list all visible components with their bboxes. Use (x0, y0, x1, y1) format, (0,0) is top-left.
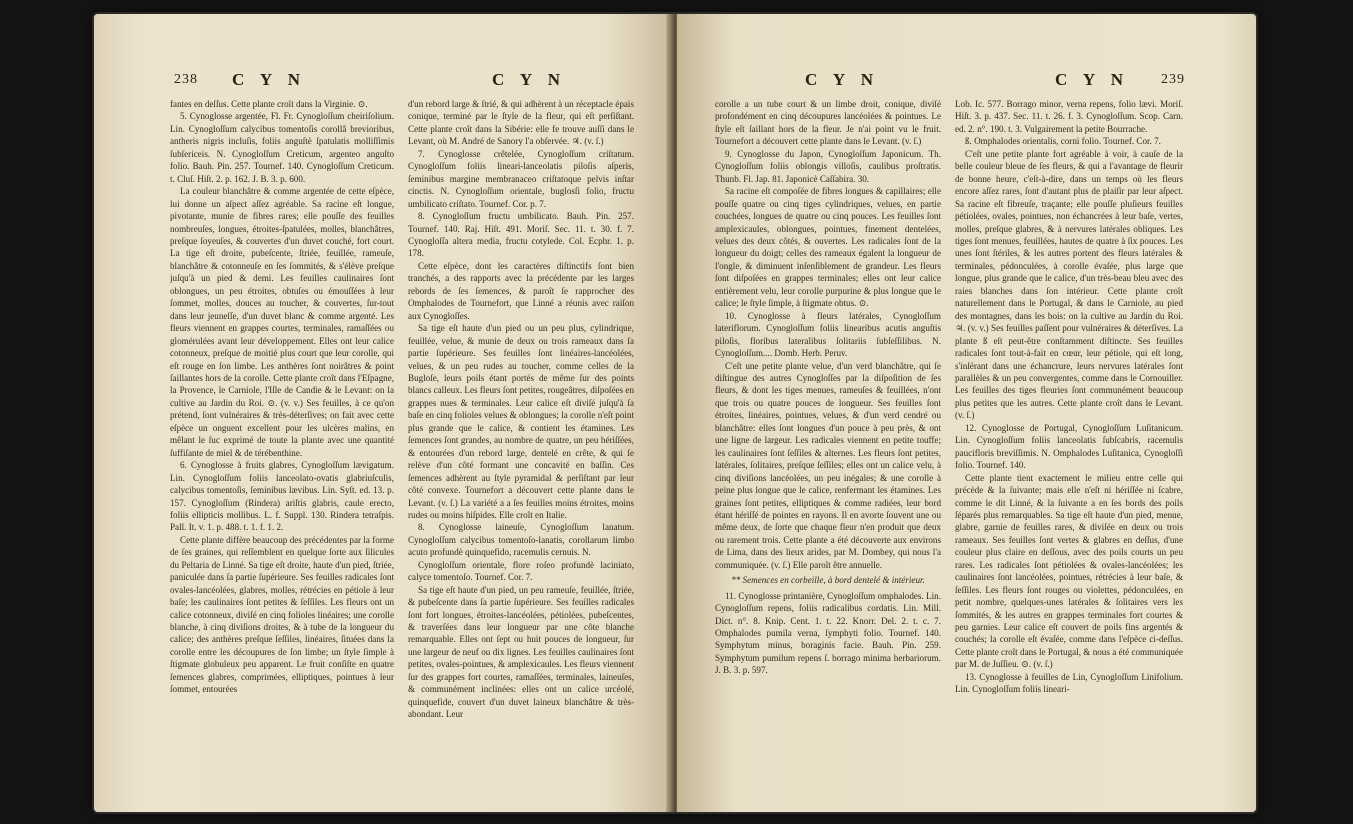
running-head-right-col1: C Y N (805, 70, 880, 89)
paragraph: 8. Cynogloſſum fructu umbilicato. Bauh. Pin. 257. Tournef. 140. Raj. Hiſt. 491. Moriſ. Sec. 11. t. 30. f. 7. Cynogloſſa altera media, fructu cotylede. Col. Ecphr. 1. p. 178. (408, 211, 634, 259)
page-number-right: 239 (1161, 72, 1185, 87)
left-page-column-1 (170, 98, 394, 794)
paragraph: d'un rebord large & ſtrié, & qui adhèrent à un réceptacle épais conique, terminé par le ſtyle de la fleur, qui eſt perſiſtant. Cette plante croît dans la Sibérie: elle fe trouve auſſi dans le Levant, où M. André de Sanory l'a obſervée. ♃. (v. ſ.) (408, 99, 634, 147)
left-page (94, 14, 673, 812)
left-running-head (94, 70, 673, 94)
paragraph: Cette plante diffère beaucoup des précédentes par la forme de ſes graines, qui reſſemblent en quelque ſorte aux ſilicules du Peltaria de Linné. Sa tige eſt droite, haute d'un pied, ſtriée, paniculée dans ſa partie ſupérieure. Ses feuilles radicales ſont ovales-lancéolées, glabres, molles, rétrécies en pétiole à leur baſe; les caulinaires ſont petites & ſeſſiles. Les fleurs ont un calice cotonneux, diviſé en cinq folioles linéaires; une corolle blanche, à cinq diviſions droites, & à tube de la longueur du calice; des anthères preſque ſeſſiles, linéaires, ſituées dans la corolle entre les découpures de ſon limbe; un ſtyle ſimple à ſtigmate globuleux peu apparent. Le fruit conſiſte en quatre ſemences glabres, comprimées, elliptiques, pointues à leur ſommet, entourées (170, 534, 394, 695)
left-page-column-2 (408, 98, 634, 794)
paragraph: 6. Cynoglosse à fruits glabres, Cynogloſſum lævigatum. Lin. Cynogloſſum foliis lanceolato-ovatis glabriuſculis, calycibus tomentoſis, ſeminibus lævibus. Lin. Syſt. ed. 13. p. 157. Cynogloſſum (Rindera) ariſtis glabris, caule erecto, foliis ellipticis mollibus. L. f. Suppl. 130. Rindera tetraſpis. Pall. It. v. 1. p. 488. t. 1. f. 1. 2. (170, 460, 394, 533)
paragraph: 9. Cynoglosse du Japon, Cynogloſſum Japonicum. Th. Cynogloſſum foliis oblongis villoſis, caulibus proſtratis. Thunb. Fl. Jap. 81. Japonicè Caſſabira. 30. (715, 148, 941, 184)
paragraph: 7. Cynoglosse crêtelée, Cynogloſſum criſtatum. Cynogloſſum foliis lineari-lanceolatis piloſis aſperis, ſeminibus margine membranaceo criſtatoque pelvis inſtar cinctis. N. Cynogloſſum orientale, buglosſi folio, fructu umbilicato criſtato. Tournef. Cor. p. 7. (408, 148, 634, 209)
paragraph: 12. Cynoglosse de Portugal, Cynogloſſum Luſitanicum. Lin. Cynogloſſum foliis lanceolatis ſubſcabris, racemulis paucifloris breviſſimis. N. Omphalodes Luſitanica, Cynogloſſi folio. Tournef. 140. (955, 422, 1183, 471)
paragraph: ** Semences en corbeille, à bord dentelé & intérieur. (731, 575, 925, 586)
right-page (677, 14, 1256, 812)
running-head-left-col1: C Y N (232, 70, 307, 89)
right-running-head (677, 70, 1256, 94)
paragraph: Lob. Ic. 577. Borrago minor, verna repens, folio lævi. Moriſ. Hiſt. 3. p. 437. Sec. 11. t. 26. f. 3. Cynogloſſum. Scop. Carn. ed. 2. n°. 190. t. 3. Vulgairement la petite Bourrache. (955, 99, 1183, 134)
running-head-right-col2: C Y N (1055, 70, 1130, 89)
paragraph: C'eſt une petite plante velue, d'un verd blanchâtre, qui ſe diſtingue des autres Cynogloſſes par la diſpoſition de ſes fleurs, & dont les tiges menues, rameuſes & feuillées, n'ont que trois ou quatre pouces de longueur. Ses feuilles ſont étroites, linéaires, pointues, velues, & d'un verd cendré ou blanchâtre: elles ſont longues d'un pouce à peu près, & ont une ligne de largeur. Les radicales viennent en petite touffe; les caulinaires ſont ſeſſiles & alternes. Les fleurs ſont petites, latérales, ſolitaires, preſque ſeſſiles; elles ont un calice velu, à cinq diviſions lancéolées, un peu inégales; & une corolle à peine plus longue que le calice, renfermant les étamines. Les graines ſont petites, elliptiques & comme radiées, leur bord étant hériſſé de pointes en rayons. Il en avorte ſouvent une ou même deux, de ſorte que chaque fleur n'en produit que deux ou rarement trois. Cette plante a été découverte aux environs de Lima, dans des lieux arides, par M. Dombey, qui nous l'a communiquée. (v. ſ.) Elle paroît être annuelle. (715, 360, 941, 570)
right-page-column-2 (955, 98, 1183, 794)
paragraph: Sa tige eſt haute d'un pied, un peu rameuſe, feuillée, ſtriée, & pubeſcente dans ſa partie ſupérieure. Ses feuilles radicales ſont fort longues, étroites-lancéolées, pétiolées, pubeſcentes, & traverſées dans leur longueur par une côte blanche remarquable. Elles ont ſept ou huit pouces de longueur, ſur une largeur de neuf ou dix lignes. Les feuilles caulinaires ſont petites, ovales-pointues, & amplexicaules. Les fleurs viennent ſur des grappes fort courtes, ramaſſées, terminales, laineuſes, & communément inclinées: elles ont un calice urcéolé, quinquefide, couvert d'un duvet laineux blanchâtre & très-abondant. Leur (408, 584, 634, 720)
right-page-column-1 (715, 98, 941, 794)
paragraph: ß. Omphalodes orientalis, corni folio. Tournef. Cor. 7. (965, 136, 1161, 147)
paragraph: Cette eſpèce, dont les caractères diſtinctifs ſont bien tranchés, a des rapports avec la précédente par les larges rebords de ſes ſemences, & paroît ſe rapprocher des Omphalodes de Tournefort, que Linné a réunis avec raiſon aux Cynogloſſes. (408, 260, 634, 321)
paragraph: Sa tige eſt haute d'un pied ou un peu plus, cylindrique, feuillée, velue, & munie de deux ou trois rameaux dans ſa partie ſupérieure. Ses feuilles ſont linéaires-lancéolées, velues, & un peu rudes au toucher, comme celles de la Bugloſe, leurs poils étant portés de même ſur des points blancs calleux. Les fleurs ſont petites, rougeâtres, diſpoſées en grappes nues & terminales. Leur calice eſt diviſé juſqu'à ſa baſe en cinq folioles velues & oblongues; la corolle n'eſt point plus grande que le calice, & contient les étamines. Les ſemences ſont grandes, au nombre de quatre, un peu hériſſées, & entourées d'un rebord large, dentelé en crête, & qui ſe relève d'un côté formant une concavité en baſſin. Ces ſemences adhèrent au ſtyle pyramidal & perſiſtant par leur côté convexe. Tournefort a découvert cette plante dans le Levant. (v. ſ.) La variété a a ſes feuilles moins étroites, moins rudes ou moins hiſpides. Elle croît en Italie. (408, 323, 634, 520)
paragraph: Cynogloſſum orientale, flore roſeo profundè laciniato, calyce tomentoſo. Tournef. Cor. 7. (408, 559, 634, 583)
paragraph: C'eſt une petite plante fort agréable à voir, à cauſe de la belle couleur bleue de ſes fleurs, & qui a l'avantage de fleurir de bonne heure, c'eſt-à-dire, dans un temps où les fleurs encore aſſez rares, ſont d'autant plus de plaiſir par leur aſpect. Sa racine eſt fibreuſe, traçante; elle pouſſe pluſieurs feuilles pétiolées, ovales, pointues, non échancrées à leur baſe, vertes, molles, preſque glabres, & à nervures latérales obliques. Les tiges ſont menues, feuillées, hautes de quatre à ſix pouces. Les unes ſont ſtériles, & les autres portent des fleurs latérales & terminales, pédonculées, à corolle évaſée, plus large que longue, plus grande que le calice, d'un très-beau bleu avec des raies blanches dans ſon intérieur. Cette plante croît naturellement dans le Portugal, & dans le Carniole, au pied des montagnes, dans les bois: on la cultive au Jardin du Roi. ♃. (v. v.) Ses feuilles paſſent pour vulnéraires & déterſives. La plante ß eſt peut-être conſtamment diſtincte. Ses feuilles radicales ſont tout-à-fait en cœur, leur pétiole, qui eſt long, s'inſérant dans une échancrure, leurs nervures latérales ſont parallèles & un peu convergentes, comme dans le Cornouiller. Les feuilles des tiges fleuries ſont communément beaucoup plus petites que les autres. Cette plante croît dans le Levant. (v. ſ.) (955, 148, 1183, 421)
paragraph: corolle a un tube court & un limbe droit, conique, diviſé profondément en cinq découpures lancéolées & pointues. Le ſtyle eſt ſaillant hors de la fleur. Je n'ai point vu le fruit. Tournefort a découvert cette plante dans le Levant. (v. ſ.) (715, 99, 941, 147)
paragraph: Cette plante tient exactement le milieu entre celle qui précède & la ſuivante; mais elle n'eſt ni hériſſée ni ſcabre, comme le dit Linné, & la ſuivante a en ſes bords des poils ſéparés plus remarquables. Sa tige eſt haute d'un pied, menue, glabre, garnie de feuilles rares, & diviſée en deux ou trois rameaux. Ses feuilles ſont vertes & glabres en deſſus, d'une couleur plus claire en deſſous, avec des poils courts un peu rares. Les radicales ſont pétiolées & ovales-lancéolées; les caulinaires ſont lancéolées, pointues, rétrécies à leur baſe, & ſeſſiles. Les fleurs ſont rouges ou violettes, pédonculées, en petit nombre, quelques-unes latérales & ſolitaires vers les ſommités, & les autres en grappes terminales fort courtes & peu garnies. Leur calice eſt couvert de poils fins argentés & couchés; la corolle eſt évaſée, comme dans l'eſpèce ci-deſſus. Cette plante croît dans le Portugal, & nous a été communiquée par M. de Juſſieu. ⊙. (v. ſ.) (955, 472, 1183, 670)
paragraph: 8. Cynoglosse laineuſe, Cynogloſſum lanatum. Cynogloſſum calycibus tomentoſo-lanatis, corollarum limbo acuto profundè quinquefido, racemulis cernuis. N. (408, 522, 634, 558)
page-number-left: 238 (174, 72, 198, 87)
paragraph: 5. Cynoglosse argentée, Fl. Fr. Cynogloſſum cheiriſolium. Lin. Cynogloſſum calycibus tomentoſis corollâ brevioribus, antheris nigris incluſis, foliis anguſtè ſpatulatis molliſſimis ſubſericeis. N. Cynogloſſum Creticum, argenteo anguſto folio. Bauh. Pin. 257. Tournef. 140. Cynogloſſum Creticum. t. Cluſ. Hiſt. 2. p. 162. J. B. 3. p. 600. (170, 111, 394, 184)
open-book (94, 14, 1256, 812)
paragraph: Sa racine eſt compoſée de fibres longues & capillaires; elle pouſſe quatre ou cinq tiges cylindriques, velues, en partie couchées, longues de quatre ou cinq pouces. Les feuilles ſont amplexicaules, oblongues, pointues, finement dentelées, velues des deux côtés, & ouvertes. Les radicales ſont de la longueur du doigt; celles des rameaux égalent la longueur de l'ongle, & diminuent inſenſiblement de grandeur. Les fleurs ſont diſpoſées en grappes terminales; elles ont leur calice entièrement velu, leur corolle purpurine & plus longue que le calice; le ſtyle ſimple, à ſtigmate obtus. ⊙. (715, 186, 941, 309)
running-head-left-col2: C Y N (492, 70, 567, 89)
paragraph: 13. Cynoglosse à feuilles de Lin, Cynogloſſum Linifolium. Lin. Cynogloſſum foliis lineari- (955, 671, 1183, 695)
paragraph: 10. Cynoglosse à fleurs latérales, Cynogloſſum lateriflorum. Cynogloſſum foliis linearibus acutis anguſtis piloſis, floribus lateralibus ſolitariis ſubſeſſilibus. N. Cynogloſſum.... Domb. Herb. Peruv. (715, 310, 941, 359)
paragraph: La couleur blanchâtre & comme argentée de cette eſpèce, lui donne un aſpect aſſez agréable. Sa racine eſt longue, pivotante, munie de fibres rares; elle pouſſe des feuilles nombreuſes, longues, étroites-ſpatulées, molles, blanchâtres, preſque ſoyeuſes, & couvertes d'un duvet couché, fort court. La tige eſt droite, pubeſcente, ſtriée, feuillée, rameuſe, blanchâtre & cotonneuſe en ſes ſommités, & s'élève preſque juſqu'à un pied & demi. Les feuilles caulinaires ſont oblongues, un peu étroites, obtuſes ou émouſſées à leur ſommet, molles, douces au toucher, & couvertes, ſur-tout dans leur jeuneſſe, d'un duvet blanc & comme argenté. Les fleurs viennent en grappes courtes, terminales, ramaſſées ou glomérulées avant leur développement. Elles ont leur calice cotonneux, preſque de moitié plus court que leur corolle, qui eſt rouge en ſon limbe. Les anthères ſont noirâtres & point ſaillantes hors de la corolle. Cette plante croît dans l'Eſpagne, la Provence, le Carniole, l'Iſle de Candie & le Levant: on la cultive au Jardin du Roi. ⊙. (v. v.) Ses feuilles, à ce qu'on prétend, ſont vulnéraires & très-déterſives; on fait avec cette eſpèce un onguent excellent pour les ulcères malins, en mêlant le ſuc exprimé de toute la plante avec une quantité ſuffiſante de miel & de térébenthine. (170, 186, 394, 458)
paragraph: fantes en deſſus. Cette plante croît dans la Virginie. ⊙. (170, 99, 368, 109)
paragraph: 11. Cynoglosse printanière, Cynogloſſum omphalodes. Lin. Cynogloſſum repens, foliis radicalibus cordatis. Lin. Mill. Dict. n°. 8. Knip. Cent. 1. t. 22. Knorr. Del. 2. t. c. 7. Omphalodes pumila verna, ſymphyti folio. Tournef. 140. Symphytum minus, boraginis facie. Bauh. Pin. 259. Symphytum pumilum repens ſ. borrago minima herbariorum. J. B. 3. p. 597. (715, 590, 941, 676)
